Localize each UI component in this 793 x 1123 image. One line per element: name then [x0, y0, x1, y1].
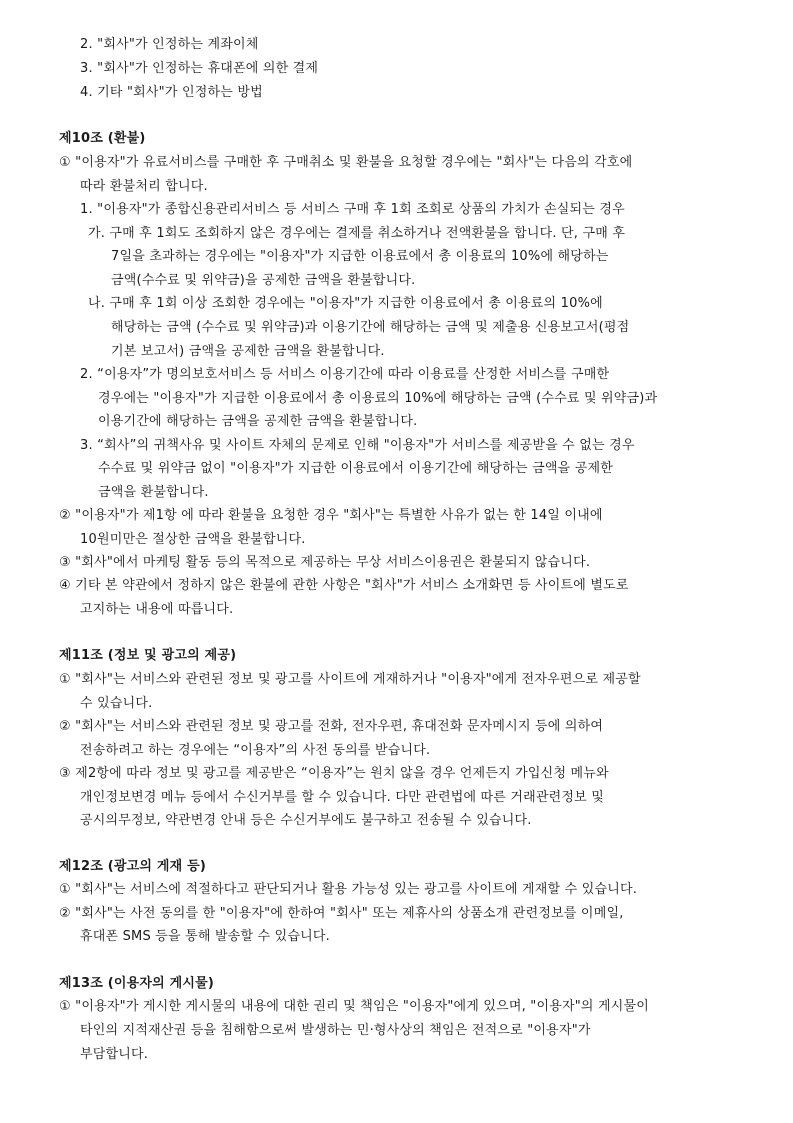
clause-text: 고지하는 내용에 따릅니다.	[80, 602, 234, 617]
sub-item: 나. 구매 후 1회 이상 조회한 경우에는 "이용자"가 지급한 이용료에서 총 이용료의 10%에	[88, 296, 603, 311]
sub-item: 2. “이용자”가 명의보호서비스 등 서비스 이용기간에 따라 이용료를 산정한 서비스를 구매한	[80, 367, 610, 382]
clause-text: 10원미만은 절상한 금액을 환불합니다.	[80, 532, 306, 547]
sub-item: 가. 구매 후 1회도 조회하지 않은 경우에는 결제를 취소하거나 전액환불을 합니다. 단, 구매 후	[88, 226, 626, 241]
clause-text: ① "이용자"가 게시한 게시물의 내용에 대한 권리 및 책임은 "이용자"에게 있으며, "이용자"의 게시물이	[59, 999, 650, 1014]
clause-text: ① "회사"는 서비스에 적절하다고 판단되거나 활용 가능성 있는 광고를 사이트에 게재할 수 있습니다.	[59, 882, 638, 897]
sub-item: 금액을 환불합니다.	[98, 485, 209, 500]
payment-method-item: 4. 기타 "회사"가 인정하는 방법	[80, 85, 263, 100]
clause-text: ④ 기타 본 약관에서 정하지 않은 환불에 관한 사항은 "회사"가 서비스 소개화면 등 사이트에 별도로	[59, 578, 629, 593]
clause-text: 전송하려고 하는 경우에는 “이용자”의 사전 동의를 받습니다.	[80, 743, 431, 758]
sub-item: 해당하는 금액 (수수료 및 위약금)과 이용기간에 해당하는 금액 및 제출용 신용보고서(평점	[111, 320, 630, 335]
sub-item: 3. “회사”의 귀책사유 및 사이트 자체의 문제로 인해 "이용자"가 서비스를 제공받을 수 없는 경우	[80, 438, 635, 453]
sub-item: 금액(수수료 및 위약금)을 공제한 금액을 환불합니다.	[111, 273, 416, 288]
sub-item: 경우에는 "이용자"가 지급한 이용료에서 총 이용료의 10%에 해당하는 금액 (수수료 및 위약금)과	[98, 391, 658, 406]
clause-text: ③ 제2항에 따라 정보 및 광고를 제공받은 “이용자”는 원치 않을 경우 언제든지 가입신청 메뉴와	[59, 766, 609, 781]
clause-text: 따라 환불처리 합니다.	[80, 179, 208, 194]
clause-text: 타인의 지적재산권 등을 침해함으로써 발생하는 민·형사상의 책임은 전적으로 "이용자"가	[80, 1023, 591, 1038]
sub-item: 7일을 초과하는 경우에는 "이용자"가 지급한 이용료에서 총 이용료의 10%에 해당하는	[111, 249, 609, 264]
article-heading: 제12조 (광고의 게재 등)	[59, 859, 207, 874]
sub-item: 이용기간에 해당하는 금액을 공제한 금액을 환불합니다.	[98, 414, 418, 429]
clause-text: ① "회사"는 서비스와 관련된 정보 및 광고를 사이트에 게재하거나 "이용자"에게 전자우편으로 제공할	[59, 672, 641, 687]
sub-item: 수수료 및 위약금 없이 "이용자"가 지급한 이용료에서 이용기간에 해당하는 금액을 공제한	[98, 461, 613, 476]
article-heading: 제13조 (이용자의 게시물)	[59, 976, 215, 991]
clause-text: 부담합니다.	[80, 1047, 149, 1062]
clause-text: 공시의무정보, 약관변경 안내 등은 수신거부에도 불구하고 전송될 수 있습니다.	[80, 813, 532, 828]
article-heading: 제11조 (정보 및 광고의 제공)	[59, 648, 237, 663]
article-heading: 제10조 (환불)	[59, 131, 146, 146]
sub-item: 1. "이용자"가 종합신용관리서비스 등 서비스 구매 후 1회 조회로 상품의 가치가 손실되는 경우	[80, 202, 625, 217]
clause-text: 수 있습니다.	[80, 696, 153, 711]
clause-text: 휴대폰 SMS 등을 통해 발송할 수 있습니다.	[80, 929, 331, 944]
clause-text: ② "회사"는 사전 동의를 한 "이용자"에 한하여 "회사" 또는 제휴사의 상품소개 관련정보를 이메일,	[59, 906, 624, 921]
clause-text: ① "이용자"가 유료서비스를 구매한 후 구매취소 및 환불을 요청할 경우에는 "회사"는 다음의 각호에	[59, 155, 633, 170]
clause-text: ② "이용자"가 제1항 에 따라 환불을 요청한 경우 "회사"는 특별한 사유가 없는 한 14일 이내에	[59, 508, 603, 523]
clause-text: 개인정보변경 메뉴 등에서 수신거부를 할 수 있습니다. 다만 관련법에 따른 거래관련정보 및	[80, 790, 605, 805]
clause-text: ③ "회사"에서 마케팅 활동 등의 목적으로 제공하는 무상 서비스이용권은 환불되지 않습니다.	[59, 555, 591, 570]
sub-item: 기본 보고서) 금액을 공제한 금액을 환불합니다.	[111, 344, 385, 359]
clause-text: ② "회사"는 서비스와 관련된 정보 및 광고를 전화, 전자우편, 휴대전화 문자메시지 등에 의하여	[59, 719, 604, 734]
payment-method-item: 3. "회사"가 인정하는 휴대폰에 의한 결제	[80, 61, 319, 76]
payment-method-item: 2. "회사"가 인정하는 계좌이체	[80, 37, 259, 52]
